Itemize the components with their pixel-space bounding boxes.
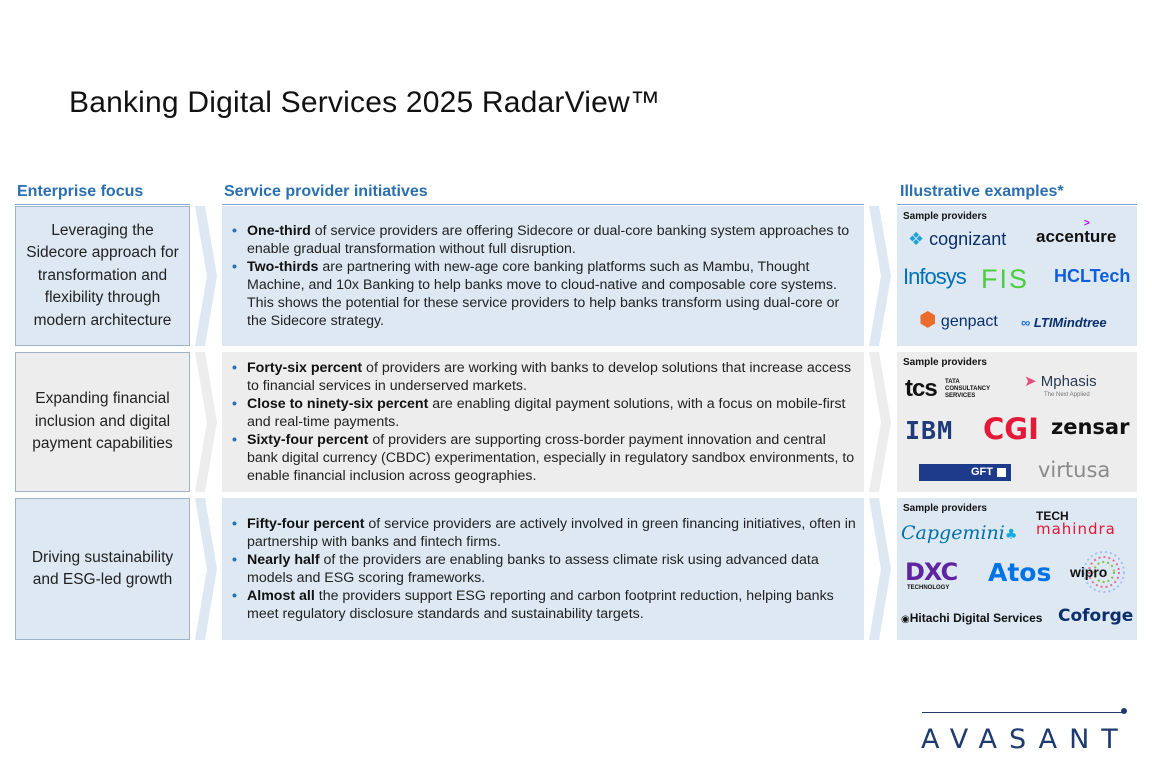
focus-cell-inclusion	[15, 352, 190, 492]
focus-text: Leveraging the Sidecore approach for transformation and flexibility through modern architecture	[26, 221, 179, 329]
virtusa-logo: virtusa	[1038, 458, 1111, 482]
mphasis-tagline: The Next Applied	[1044, 392, 1090, 398]
sample-providers-label: Sample providers	[903, 357, 987, 368]
header-divider	[222, 204, 864, 205]
fis-logo: FIS	[981, 264, 1030, 294]
chevron-right-icon	[869, 352, 893, 492]
examples-header: Illustrative examples*	[900, 183, 1064, 200]
sample-providers-label: Sample providers	[903, 211, 987, 222]
mphasis-logo: ➤ Mphasis	[1024, 373, 1097, 390]
focus-text: Driving sustainability and ESG-led growth	[31, 548, 174, 588]
brand-dot-icon	[1121, 708, 1127, 714]
brand-underline	[922, 712, 1124, 713]
capgemini-logo: Capgemini♣	[901, 522, 1018, 544]
dxc-technology-label: TECHNOLOGY	[907, 585, 950, 591]
tata-consultancy-label: TATA CONSULTANCY SERVICES	[945, 379, 990, 399]
chevron-right-icon	[869, 206, 893, 346]
examples-cell-sustainability	[897, 498, 1137, 640]
ibm-logo: IBM	[905, 416, 954, 445]
sample-providers-label: Sample providers	[903, 503, 987, 514]
initiative-bullet: • Forty-six percent of providers are working with banks to develop solutions that increase access to financial services in underserved markets.	[228, 359, 858, 395]
header-divider	[897, 204, 1137, 205]
chevron-right-icon	[195, 352, 219, 492]
tech-mahindra-tech-label: TECH	[1036, 509, 1069, 523]
page-title: Banking Digital Services 2025 RadarView™	[69, 86, 661, 119]
infosys-logo: Infosys	[903, 264, 966, 289]
chevron-right-icon	[195, 206, 219, 346]
dxc-logo: DXC	[905, 558, 958, 586]
chevron-right-icon	[869, 498, 893, 640]
avasant-logo: AVASANT	[921, 724, 1130, 755]
initiatives-cell-inclusion	[222, 352, 864, 492]
atos-logo: Atos	[988, 558, 1052, 587]
initiative-bullet: • One-third of service providers are offering Sidecore or dual-core banking system approaches to enable gradual transformation without full disruption.	[228, 222, 858, 258]
hcltech-logo: HCLTech	[1054, 266, 1131, 286]
tech-mahindra-logo: mahindra	[1036, 520, 1116, 538]
examples-cell-inclusion	[897, 352, 1137, 492]
initiatives-header: Service provider initiatives	[224, 183, 428, 200]
genpact-logo: ⬢ genpact	[919, 309, 998, 331]
accenture-logo: > accenture	[1036, 218, 1117, 246]
chevron-right-icon	[195, 498, 219, 640]
focus-text: Expanding financial inclusion and digital payment capabilities	[32, 390, 173, 453]
wipro-logo: wipro	[1064, 550, 1130, 594]
focus-cell-sidecore	[15, 206, 190, 346]
focus-cell-sustainability	[15, 498, 190, 640]
initiatives-cell-sustainability	[222, 498, 864, 640]
gft-logo: GFT	[919, 464, 1011, 481]
examples-cell-sidecore	[897, 206, 1137, 346]
initiative-bullet: • Fifty-four percent of service providers are actively involved in green financing initiatives, often in partnership with banks and fintech firms.	[228, 515, 858, 551]
initiative-bullet: • Two-thirds are partnering with new-age core banking platforms such as Mambu, Thought Machine, and 10x Banking to help banks move to cloud-native and composable core systems. This shows the potential for these service providers to help banks transform using dual-core or the Sidecore strategy.	[228, 258, 858, 330]
tcs-logo: tcs	[905, 375, 937, 402]
initiative-bullet: • Sixty-four percent of providers are supporting cross-border payment innovation and central bank digital currency (CBDC) experimentation, especially in regulatory sandbox environments, to enable financial inclusion across geographies.	[228, 431, 858, 485]
initiative-bullet: • Nearly half of the providers are enabling banks to assess climate risk using advanced data models and ESG scoring frameworks.	[228, 551, 858, 587]
zensar-logo: zensar	[1051, 415, 1130, 439]
hitachi-logo: ◉Hitachi Digital Services	[901, 611, 1043, 625]
header-divider	[15, 204, 190, 205]
initiative-bullet: • Almost all the providers support ESG reporting and carbon footprint reduction, helping banks meet regulatory disclosure standards and sustainability targets.	[228, 587, 858, 623]
ltimindtree-logo: ∞ LTIMindtree	[1021, 315, 1107, 330]
cognizant-logo: ❖ cognizant	[908, 229, 1007, 249]
coforge-logo: Coforge	[1058, 606, 1134, 626]
initiative-bullet: • Close to ninety-six percent are enabling digital payment solutions, with a focus on mobile-first and real-time payments.	[228, 395, 858, 431]
enterprise-focus-header: Enterprise focus	[17, 183, 144, 200]
cgi-logo: CGI	[983, 412, 1039, 446]
initiatives-cell-sidecore	[222, 206, 864, 346]
